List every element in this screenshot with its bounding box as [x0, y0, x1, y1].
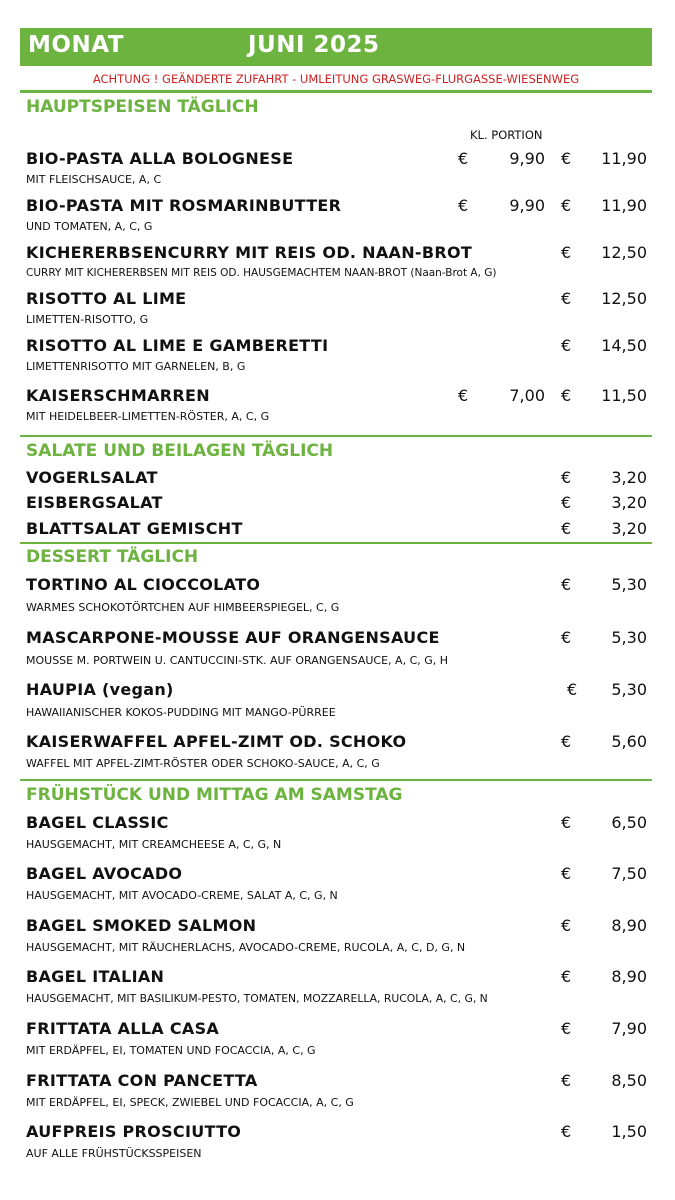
item-description: UND TOMATEN, A, C, G: [26, 220, 153, 233]
price: 1,50: [611, 1122, 647, 1141]
month-label: MONAT: [28, 32, 124, 58]
item-description: WAFFEL MIT APFEL-ZIMT-RÖSTER ODER SCHOKO-SAUCE, A, C, G: [26, 757, 380, 770]
detour-notice: ACHTUNG ! GEÄNDERTE ZUFAHRT - UMLEITUNG GRASWEG-FLURGASSE-WIESENWEG: [92, 72, 580, 86]
item-description: LIMETTEN-RISOTTO, G: [26, 313, 149, 326]
price: 3,20: [611, 468, 647, 487]
menu-item: [0, 680, 675, 719]
item-name: BIO-PASTA ALLA BOLOGNESE: [26, 149, 294, 168]
item-description: WARMES SCHOKOTÖRTCHEN AUF HIMBEERSPIEGEL, C, G: [26, 601, 340, 614]
item-name: KAISERSCHMARREN: [26, 386, 210, 405]
item-name: MASCARPONE-MOUSSE AUF ORANGENSAUCE: [26, 628, 440, 647]
item-description: MIT ERDÄPFEL, EI, SPECK, ZWIEBEL UND FOCACCIA, A, C, G: [26, 1096, 354, 1109]
price-small: 9,90: [509, 149, 545, 168]
currency: €: [561, 575, 572, 594]
item-description: MOUSSE M. PORTWEIN U. CANTUCCINI-STK. AUF ORANGENSAUCE, A, C, G, H: [26, 654, 449, 667]
currency: €: [561, 916, 572, 935]
price: 11,50: [601, 386, 647, 405]
item-name: EISBERGSALAT: [26, 493, 163, 512]
currency-small: €: [458, 386, 469, 405]
item-name: VOGERLSALAT: [26, 468, 158, 487]
currency: €: [567, 680, 578, 699]
currency: €: [561, 864, 572, 883]
item-description: CURRY MIT KICHERERBSEN MIT REIS OD. HAUSGEMACHTEM NAAN-BROT (Naan-Brot A, G): [26, 267, 497, 279]
currency-small: €: [458, 196, 469, 215]
price: 7,50: [611, 864, 647, 883]
price: 12,50: [601, 289, 647, 308]
currency: €: [561, 386, 572, 405]
menu-item: [0, 916, 675, 954]
item-name: BAGEL CLASSIC: [26, 813, 169, 832]
item-name: TORTINO AL CIOCCOLATO: [26, 575, 261, 594]
currency: €: [561, 813, 572, 832]
menu-item: [0, 243, 675, 279]
price: 6,50: [611, 813, 647, 832]
price: 5,30: [611, 680, 647, 699]
price: 7,90: [611, 1019, 647, 1038]
month-header-bar: [20, 28, 652, 66]
item-description: LIMETTENRISOTTO MIT GARNELEN, B, G: [26, 360, 246, 373]
item-name: BAGEL AVOCADO: [26, 864, 183, 883]
currency: €: [561, 1122, 572, 1141]
divider: [20, 779, 652, 781]
currency: €: [561, 732, 572, 751]
item-description: HAUSGEMACHT, MIT RÄUCHERLACHS, AVOCADO-CREME, RUCOLA, A, C, D, G, N: [26, 941, 466, 954]
item-name: FRITTATA ALLA CASA: [26, 1019, 220, 1038]
currency: €: [561, 1019, 572, 1038]
item-name: RISOTTO AL LIME: [26, 289, 187, 308]
menu-item: [0, 1071, 675, 1109]
item-description: HAWAIIANISCHER KOKOS-PUDDING MIT MANGO-PÜRREE: [26, 706, 336, 719]
item-name: BIO-PASTA MIT ROSMARINBUTTER: [26, 196, 342, 215]
price: 11,90: [601, 196, 647, 215]
month-value: JUNI 2025: [248, 32, 380, 58]
item-name: HAUPIA (vegan): [26, 680, 174, 699]
price: 3,20: [611, 519, 647, 538]
divider: [20, 435, 652, 437]
price-small: 7,00: [509, 386, 545, 405]
menu-item: [0, 732, 675, 770]
currency: €: [561, 628, 572, 647]
item-description: HAUSGEMACHT, MIT BASILIKUM-PESTO, TOMATEN, MOZZARELLA, RUCOLA, A, C, G, N: [26, 992, 488, 1005]
item-name: AUFPREIS PROSCIUTTO: [26, 1122, 242, 1141]
menu-item: [0, 289, 675, 326]
menu-item: [0, 864, 675, 902]
column-header-small-portion: KL. PORTION: [470, 128, 543, 142]
item-name: BLATTSALAT GEMISCHT: [26, 519, 243, 538]
price: 14,50: [601, 336, 647, 355]
item-name: RISOTTO AL LIME E GAMBERETTI: [26, 336, 329, 355]
item-description: MIT ERDÄPFEL, EI, TOMATEN UND FOCACCIA, A, C, G: [26, 1044, 316, 1057]
item-name: BAGEL ITALIAN: [26, 967, 165, 986]
menu-item: [0, 196, 675, 233]
price: 3,20: [611, 493, 647, 512]
section-title-saturday: FRÜHSTÜCK UND MITTAG AM SAMSTAG: [26, 785, 403, 805]
currency: €: [561, 1071, 572, 1090]
price: 8,50: [611, 1071, 647, 1090]
currency: €: [561, 519, 572, 538]
menu-item: [0, 468, 675, 488]
item-name: BAGEL SMOKED SALMON: [26, 916, 257, 935]
item-name: KAISERWAFFEL APFEL-ZIMT OD. SCHOKO: [26, 732, 407, 751]
item-name: FRITTATA CON PANCETTA: [26, 1071, 258, 1090]
price-small: 9,90: [509, 196, 545, 215]
currency: €: [561, 196, 572, 215]
price: 11,90: [601, 149, 647, 168]
menu-item: [0, 1122, 675, 1160]
menu-item: [0, 813, 675, 851]
divider: [20, 542, 652, 544]
divider: [20, 90, 652, 93]
currency: €: [561, 289, 572, 308]
price: 5,30: [611, 628, 647, 647]
section-title-salads: SALATE UND BEILAGEN TÄGLICH: [26, 441, 334, 461]
section-title-main: HAUPTSPEISEN TÄGLICH: [26, 97, 259, 117]
menu-item: [0, 149, 675, 186]
currency: €: [561, 149, 572, 168]
menu-item: [0, 575, 675, 614]
item-name: KICHERERBSENCURRY MIT REIS OD. NAAN-BROT: [26, 243, 473, 262]
currency: €: [561, 468, 572, 487]
currency: €: [561, 243, 572, 262]
menu-item: [0, 628, 675, 667]
menu-item: [0, 336, 675, 373]
currency: €: [561, 493, 572, 512]
currency: €: [561, 336, 572, 355]
section-title-dessert: DESSERT TÄGLICH: [26, 547, 199, 567]
item-description: HAUSGEMACHT, MIT CREAMCHEESE A, C, G, N: [26, 838, 282, 851]
currency-small: €: [458, 149, 469, 168]
menu-item: [0, 967, 675, 1005]
price: 5,30: [611, 575, 647, 594]
item-description: HAUSGEMACHT, MIT AVOCADO-CREME, SALAT A, C, G, N: [26, 889, 338, 902]
menu-item: [0, 386, 675, 423]
price: 12,50: [601, 243, 647, 262]
currency: €: [561, 967, 572, 986]
price: 8,90: [611, 967, 647, 986]
item-description: MIT FLEISCHSAUCE, A, C: [26, 173, 162, 186]
item-description: AUF ALLE FRÜHSTÜCKSSPEISEN: [26, 1147, 202, 1160]
menu-item: [0, 1019, 675, 1057]
price: 5,60: [611, 732, 647, 751]
price: 8,90: [611, 916, 647, 935]
menu-item: [0, 493, 675, 513]
menu-item: [0, 519, 675, 539]
item-description: MIT HEIDELBEER-LIMETTEN-RÖSTER, A, C, G: [26, 410, 270, 423]
